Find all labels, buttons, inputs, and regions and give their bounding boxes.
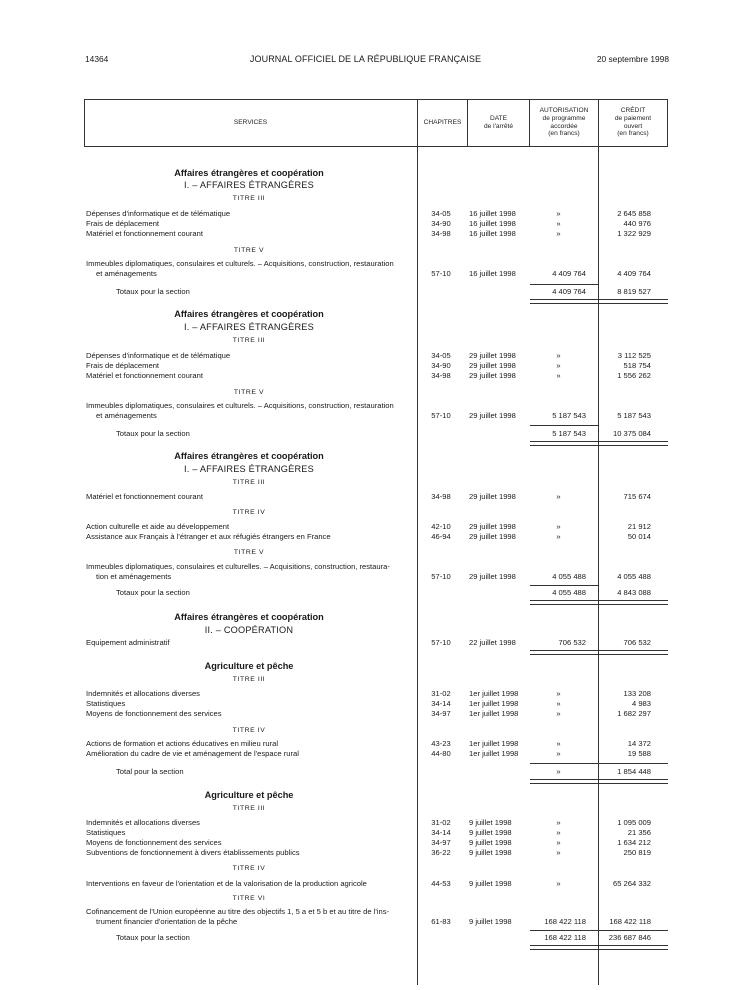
row-authorisation: »: [556, 532, 561, 541]
section-title: Agriculture et pêche: [204, 790, 294, 800]
row-chapitre: 34-90: [431, 219, 451, 228]
titre-heading: TITRE III: [232, 805, 266, 812]
total-double-rule: [530, 299, 668, 304]
row-credit: 4 983: [631, 699, 651, 708]
row-credit: 250 819: [623, 848, 651, 857]
row-label-line2: tion et aménagements: [96, 571, 172, 581]
row-date: 1er juillet 1998: [469, 749, 519, 758]
col-header-cred-l4: (en francs): [617, 130, 649, 138]
row-chapitre: 57-10: [431, 269, 451, 278]
total-authorisation: 4 055 488: [552, 588, 586, 597]
row-label: Indemnités et allocations diverses: [86, 818, 200, 827]
row-chapitre: 34-05: [431, 351, 451, 360]
titre-heading: TITRE III: [232, 479, 266, 486]
row-chapitre: 34-90: [431, 361, 451, 370]
row-chapitre: 57-10: [431, 572, 451, 581]
row-label: Dépenses d'informatique et de télématique: [86, 351, 231, 360]
row-label: Frais de déplacement: [86, 361, 160, 370]
section-title: Affaires étrangères et coopération: [174, 309, 324, 319]
row-label-line1: Cofinancement de l'Union européenne au titre des objectifs 1, 5 a et 5 b et au titre de l'ins-: [86, 907, 390, 916]
col-header-date: [468, 99, 529, 146]
total-authorisation: »: [556, 767, 561, 776]
row-credit: 3 112 525: [617, 351, 651, 360]
row-label-line1: Immeubles diplomatiques, consulaires et culturelles. – Acquisitions, construction, restaura-: [86, 562, 390, 571]
row-label: Dépenses d'informatique et de télématique: [86, 209, 231, 218]
row-authorisation: »: [556, 371, 561, 380]
row-credit: 1 095 009: [617, 818, 651, 827]
col-rule-auth: [598, 99, 599, 985]
row-label: Subventions de fonctionnement à divers établissements publics: [86, 848, 300, 857]
row-credit: 19 588: [627, 749, 651, 758]
row-chapitre: 34-97: [431, 838, 451, 847]
section-subtitle: I. – AFFAIRES ÉTRANGÈRES: [184, 322, 314, 332]
section-subtitle: I. – AFFAIRES ÉTRANGÈRES: [184, 464, 314, 474]
row-authorisation: »: [556, 229, 561, 238]
row-credit: 5 187 543: [617, 411, 651, 420]
col-header-services: [84, 99, 417, 146]
subtotal-rule: [530, 930, 668, 931]
row-label-line1: Immeubles diplomatiques, consulaires et culturels. – Acquisitions, construction, restauration: [86, 401, 394, 410]
total-double-rule: [530, 441, 668, 446]
section-title: Agriculture et pêche: [204, 661, 294, 671]
titre-heading: TITRE VI: [232, 895, 266, 902]
row-chapitre: 34-97: [431, 709, 451, 718]
total-authorisation: 168 422 118: [544, 933, 586, 942]
row-authorisation: 4 409 764: [552, 269, 586, 278]
row-authorisation: 706 532: [558, 638, 586, 647]
row-authorisation: »: [556, 209, 561, 218]
row-credit: 1 322 929: [617, 229, 651, 238]
row-chapitre: 57-10: [431, 638, 451, 647]
row-chapitre: 34-14: [431, 828, 451, 837]
row-authorisation: »: [556, 699, 561, 708]
row-date: 29 juillet 1998: [469, 351, 516, 360]
total-label: Totaux pour la section: [116, 588, 190, 597]
subtotal-rule: [530, 425, 598, 426]
row-chapitre: 42-10: [431, 522, 451, 531]
row-label: Indemnités et allocations diverses: [86, 689, 200, 698]
row-authorisation: »: [556, 879, 561, 888]
row-label: Matériel et fonctionnement courant: [86, 492, 203, 501]
row-authorisation: »: [556, 709, 561, 718]
col-header-chapitres-label: CHAPITRES: [423, 118, 462, 126]
row-label: Matériel et fonctionnement courant: [86, 371, 203, 380]
titre-heading: TITRE IV: [232, 727, 266, 734]
row-date: 29 juillet 1998: [469, 361, 516, 370]
row-authorisation: »: [556, 492, 561, 501]
total-double-rule: [530, 945, 668, 950]
row-chapitre: 46-94: [431, 532, 451, 541]
row-label-line1: Immeubles diplomatiques, consulaires et culturels. – Acquisitions, construction, restauration: [86, 259, 394, 268]
col-header-auth: [530, 99, 598, 146]
row-date: 1er juillet 1998: [469, 709, 519, 718]
col-header-auth-l2: de programme: [542, 114, 586, 122]
row-authorisation: »: [556, 351, 561, 360]
page-number: 14364: [85, 54, 109, 64]
row-label-line2: et aménagements: [96, 410, 157, 420]
row-chapitre: 44-80: [431, 749, 451, 758]
row-credit: 1 634 212: [617, 838, 651, 847]
row-label: Moyens de fonctionnement des services: [86, 709, 222, 718]
subtotal-rule: [530, 585, 598, 586]
col-header-auth-l4: (en francs): [548, 130, 580, 138]
row-chapitre: 44-53: [431, 879, 451, 888]
col-header-cred-l3: ouvert: [623, 122, 643, 130]
col-header-auth-l1: AUTORISATION: [539, 107, 589, 115]
row-label: Amélioration du cadre de vie et aménagement de l'espace rural: [86, 749, 299, 758]
row-authorisation: »: [556, 689, 561, 698]
titre-heading: TITRE III: [232, 195, 266, 202]
table-right-rule: [667, 99, 668, 146]
row-chapitre: 34-98: [431, 492, 451, 501]
row-date: 29 juillet 1998: [469, 371, 516, 380]
row-date: 22 juillet 1998: [469, 638, 516, 647]
titre-heading: TITRE IV: [232, 865, 266, 872]
header-bottom-rule: [84, 146, 668, 147]
row-date: 29 juillet 1998: [469, 522, 516, 531]
row-authorisation: 168 422 118: [544, 917, 586, 926]
col-header-cred-l1: CRÉDIT: [620, 107, 646, 115]
section-title: Affaires étrangères et coopération: [174, 168, 324, 178]
section-subtitle: II. – COOPÉRATION: [204, 625, 294, 635]
row-credit: 50 014: [627, 532, 651, 541]
total-double-rule: [530, 779, 668, 784]
row-label: Matériel et fonctionnement courant: [86, 229, 203, 238]
row-authorisation: »: [556, 361, 561, 370]
row-credit: 21 356: [627, 828, 651, 837]
col-header-chapitres: [418, 99, 467, 146]
row-authorisation: »: [556, 749, 561, 758]
row-date: 1er juillet 1998: [469, 699, 519, 708]
row-authorisation: »: [556, 848, 561, 857]
col-header-date-l2: de l'arrêté: [483, 122, 514, 130]
titre-heading: TITRE V: [233, 389, 265, 396]
row-credit: 2 645 858: [617, 209, 651, 218]
row-date: 9 juillet 1998: [469, 838, 512, 847]
total-label: Totaux pour la section: [116, 287, 190, 296]
row-chapitre: 34-14: [431, 699, 451, 708]
row-chapitre: 36-22: [431, 848, 451, 857]
row-chapitre: 31-02: [431, 689, 451, 698]
total-credit: 4 843 088: [617, 588, 651, 597]
row-label: Equipement administratif: [86, 638, 170, 647]
row-credit: 133 208: [623, 689, 651, 698]
row-authorisation: »: [556, 219, 561, 228]
row-label: Assistance aux Français à l'étranger et aux réfugiés étrangers en France: [86, 532, 331, 541]
journal-title: JOURNAL OFFICIEL DE LA RÉPUBLIQUE FRANÇAISE: [249, 54, 482, 64]
row-authorisation: »: [556, 838, 561, 847]
row-label: Frais de déplacement: [86, 219, 160, 228]
row-credit: 65 264 332: [612, 879, 651, 888]
budget-table: [84, 99, 668, 985]
row-date: 9 juillet 1998: [469, 828, 512, 837]
subtotal-rule: [530, 763, 668, 764]
row-label: Statistiques: [86, 699, 126, 708]
titre-heading: TITRE V: [233, 549, 265, 556]
row-credit: 4 409 764: [617, 269, 651, 278]
section-title: Affaires étrangères et coopération: [174, 612, 324, 622]
page-date: 20 septembre 1998: [596, 54, 669, 64]
titre-heading: TITRE III: [232, 337, 266, 344]
titre-heading: TITRE V: [233, 247, 265, 254]
row-label: Action culturelle et aide au développement: [86, 522, 230, 531]
row-credit: 518 754: [623, 361, 651, 370]
total-credit: 1 854 448: [617, 767, 651, 776]
row-credit: 14 372: [627, 739, 651, 748]
col-header-date-l1: DATE: [489, 114, 508, 122]
row-credit: 1 556 262: [617, 371, 651, 380]
col-header-credit: [599, 99, 667, 146]
row-date: 9 juillet 1998: [469, 917, 512, 926]
total-authorisation: 5 187 543: [552, 429, 586, 438]
total-credit: 10 375 084: [612, 429, 651, 438]
row-label: Moyens de fonctionnement des services: [86, 838, 222, 847]
row-authorisation: »: [556, 522, 561, 531]
row-credit: 21 912: [627, 522, 651, 531]
row-date: 29 juillet 1998: [469, 411, 516, 420]
row-date: 1er juillet 1998: [469, 689, 519, 698]
row-date: 9 juillet 1998: [469, 848, 512, 857]
row-chapitre: 31-02: [431, 818, 451, 827]
total-label: Total pour la section: [116, 767, 184, 776]
titre-heading: TITRE IV: [232, 509, 266, 516]
row-date: 16 juillet 1998: [469, 269, 516, 278]
total-label: Totaux pour la section: [116, 429, 190, 438]
row-chapitre: 61-83: [431, 917, 451, 926]
row-date: 29 juillet 1998: [469, 492, 516, 501]
row-label: Interventions en faveur de l'orientation et de la valorisation de la production agricole: [86, 879, 367, 888]
total-label: Totaux pour la section: [116, 933, 190, 942]
titre-heading: TITRE III: [232, 676, 266, 683]
total-authorisation: 4 409 764: [552, 287, 586, 296]
total-double-rule: [530, 650, 668, 655]
row-credit: 440 976: [623, 219, 651, 228]
row-chapitre: 57-10: [431, 411, 451, 420]
total-double-rule: [530, 600, 668, 605]
row-date: 16 juillet 1998: [469, 209, 516, 218]
row-label: Actions de formation et actions éducatives en milieu rural: [86, 739, 279, 748]
row-chapitre: 43-23: [431, 739, 451, 748]
row-authorisation: »: [556, 818, 561, 827]
section-title: Affaires étrangères et coopération: [174, 451, 324, 461]
row-authorisation: »: [556, 828, 561, 837]
row-date: 16 juillet 1998: [469, 229, 516, 238]
total-credit: 236 687 846: [608, 933, 651, 942]
row-credit: 715 674: [623, 492, 651, 501]
row-date: 29 juillet 1998: [469, 572, 516, 581]
row-credit: 706 532: [623, 638, 651, 647]
row-date: 16 juillet 1998: [469, 219, 516, 228]
row-label: Statistiques: [86, 828, 126, 837]
section-subtitle: I. – AFFAIRES ÉTRANGÈRES: [184, 180, 314, 190]
row-chapitre: 34-98: [431, 229, 451, 238]
row-chapitre: 34-05: [431, 209, 451, 218]
row-chapitre: 34-98: [431, 371, 451, 380]
row-credit: 4 055 488: [617, 572, 651, 581]
total-credit: 8 819 527: [617, 287, 651, 296]
col-header-auth-l3: accordée: [550, 122, 578, 130]
col-header-cred-l2: de paiement: [614, 114, 652, 122]
row-label-line2: et aménagements: [96, 268, 157, 278]
subtotal-rule: [530, 284, 598, 285]
row-authorisation: 4 055 488: [552, 572, 586, 581]
row-credit: 168 422 118: [609, 917, 651, 926]
row-label-line2: trument financier d'orientation de la pêche: [96, 916, 238, 926]
row-date: 9 juillet 1998: [469, 879, 512, 888]
row-date: 9 juillet 1998: [469, 818, 512, 827]
row-authorisation: 5 187 543: [552, 411, 586, 420]
col-header-services-label: SERVICES: [233, 118, 268, 126]
row-date: 29 juillet 1998: [469, 532, 516, 541]
row-authorisation: »: [556, 739, 561, 748]
row-credit: 1 682 297: [617, 709, 651, 718]
row-date: 1er juillet 1998: [469, 739, 519, 748]
